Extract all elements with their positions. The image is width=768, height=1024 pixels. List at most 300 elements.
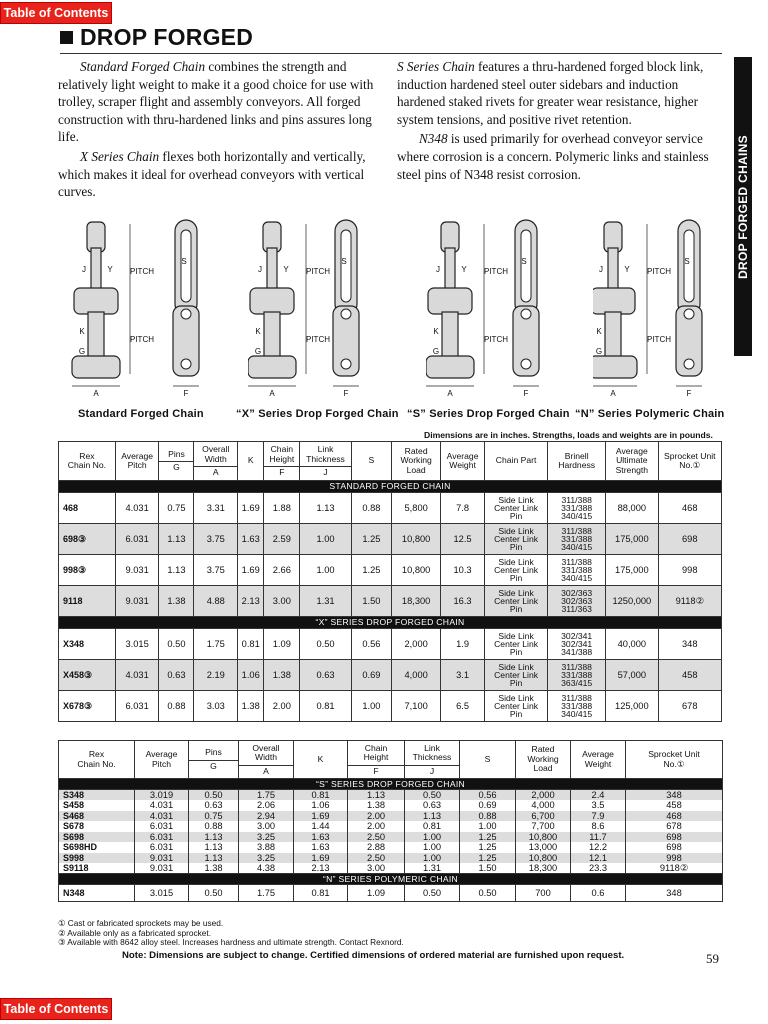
cell-pitch: 4.031 bbox=[115, 493, 159, 524]
section-header-row bbox=[59, 617, 722, 629]
cell-load: 10,800 bbox=[516, 832, 571, 843]
dimension-label: A bbox=[447, 389, 453, 398]
cell-s: 0.88 bbox=[351, 493, 391, 524]
cell-s: 1.00 bbox=[351, 691, 391, 722]
col-sub: G bbox=[189, 760, 239, 771]
cell-ultimate: 57,000 bbox=[606, 660, 658, 691]
cell-s: 0.69 bbox=[351, 660, 391, 691]
cell-pins: 0.50 bbox=[159, 629, 194, 660]
cell-sprocket: 698 bbox=[626, 832, 723, 843]
cell-k: 1.06 bbox=[238, 660, 264, 691]
table-row bbox=[59, 555, 722, 586]
col-average-weight: Average Weight bbox=[441, 442, 485, 481]
figure-x-series-chain bbox=[236, 214, 408, 426]
cell-chain-no: S468 bbox=[59, 811, 135, 822]
dimension-label: A bbox=[610, 389, 616, 398]
intro-lead: S Series Chain bbox=[397, 59, 475, 74]
table-of-contents-button[interactable]: Table of Contents bbox=[0, 998, 112, 1020]
col-rex-chain-no: Rex Chain No. bbox=[59, 741, 135, 779]
side-tab-label: DROP FORGED CHAINS bbox=[736, 134, 751, 279]
cell-pins: 0.75 bbox=[189, 811, 239, 822]
col-label: Pins bbox=[168, 448, 185, 459]
pin-shape bbox=[341, 309, 351, 319]
col-sub: F bbox=[348, 765, 405, 776]
dimension-label: Y bbox=[283, 265, 289, 274]
cell-width: 3.00 bbox=[239, 821, 294, 832]
col-sprocket-unit: Sprocket Unit No.① bbox=[658, 442, 721, 481]
dimension-label: PITCH bbox=[130, 267, 154, 276]
dimension-label: K bbox=[433, 327, 439, 336]
link-shape bbox=[248, 356, 296, 378]
col-label: Pins bbox=[205, 747, 222, 758]
section-side-tab bbox=[734, 57, 752, 356]
footnote: ① Cast or fabricated sprockets may be used. bbox=[58, 918, 224, 928]
cell-height: 3.00 bbox=[348, 863, 405, 874]
cell-pins: 0.75 bbox=[159, 493, 194, 524]
cell-weight: 12.2 bbox=[571, 842, 626, 853]
cell-chain-no: 698③ bbox=[59, 524, 116, 555]
cell-k: 0.81 bbox=[238, 629, 264, 660]
cell-pins: 1.38 bbox=[189, 863, 239, 874]
col-label: Chain Height bbox=[269, 444, 295, 464]
cell-k: 1.06 bbox=[294, 800, 348, 811]
cell-weight: 2.4 bbox=[571, 790, 626, 801]
intro-text: features a thru-hardened forged block link, induction hardened steel outer sidebars and induction hardened staked rivets for greater wear resistance, higher system tensions, and positive rivet retention. bbox=[397, 59, 704, 127]
dimension-label: PITCH bbox=[130, 335, 154, 344]
cell-s: 0.88 bbox=[460, 811, 516, 822]
cell-sprocket: 458 bbox=[658, 660, 721, 691]
col-overall-width bbox=[239, 741, 294, 779]
cell-pitch: 6.031 bbox=[115, 524, 159, 555]
col-average-pitch: Average Pitch bbox=[115, 442, 159, 481]
cell-height: 2.50 bbox=[348, 853, 405, 864]
pin-shape bbox=[684, 309, 694, 319]
chain-figures bbox=[58, 214, 728, 426]
section-header-row bbox=[59, 481, 722, 493]
table-row bbox=[59, 800, 723, 811]
cell-pitch: 6.031 bbox=[135, 842, 189, 853]
title-square-bullet bbox=[60, 31, 73, 44]
cell-link: 0.81 bbox=[405, 821, 460, 832]
table-row bbox=[59, 790, 723, 801]
cell-k: 1.63 bbox=[238, 524, 264, 555]
cell-link: 1.00 bbox=[405, 842, 460, 853]
cell-height: 1.09 bbox=[264, 629, 300, 660]
cell-height: 1.13 bbox=[348, 790, 405, 801]
dimension-label: G bbox=[595, 347, 603, 356]
col-chain-height bbox=[348, 741, 405, 779]
cell-pitch: 9.031 bbox=[135, 853, 189, 864]
intro-lead: X Series Chain bbox=[80, 148, 160, 164]
cell-k: 2.13 bbox=[294, 863, 348, 874]
cell-sprocket: 698 bbox=[658, 524, 721, 555]
cell-k: 1.69 bbox=[294, 811, 348, 822]
cell-height: 1.09 bbox=[348, 885, 405, 902]
cell-s: 0.56 bbox=[351, 629, 391, 660]
col-sub: A bbox=[194, 466, 238, 477]
cell-k: 0.81 bbox=[294, 790, 348, 801]
link-shape bbox=[74, 288, 118, 314]
cell-link: 1.31 bbox=[300, 586, 351, 617]
col-s: S bbox=[351, 442, 391, 481]
cell-sprocket: 348 bbox=[626, 790, 723, 801]
spec-table-standard-x bbox=[58, 441, 722, 722]
cell-brinell: 311/388 331/388 363/415 bbox=[548, 660, 606, 691]
cell-chain-no: S998 bbox=[59, 853, 135, 864]
cell-ultimate: 175,000 bbox=[606, 555, 658, 586]
table-row bbox=[59, 811, 723, 822]
cell-height: 2.00 bbox=[348, 811, 405, 822]
col-overall-width bbox=[194, 442, 238, 481]
link-shape bbox=[72, 356, 120, 378]
cell-s: 1.25 bbox=[460, 832, 516, 843]
cell-chain-no: X678③ bbox=[59, 691, 116, 722]
intro-paragraph bbox=[397, 130, 719, 183]
cell-link: 1.31 bbox=[405, 863, 460, 874]
cell-load: 4,000 bbox=[392, 660, 441, 691]
cell-sprocket: 9118② bbox=[658, 586, 721, 617]
cell-ultimate: 88,000 bbox=[606, 493, 658, 524]
link-shape bbox=[428, 288, 472, 314]
cell-width: 4.88 bbox=[194, 586, 238, 617]
table-row bbox=[59, 493, 722, 524]
col-rated-working-load: Rated Working Load bbox=[392, 442, 441, 481]
intro-paragraph bbox=[58, 58, 380, 146]
page-title-text: DROP FORGED bbox=[80, 24, 254, 50]
cell-load: 10,800 bbox=[392, 555, 441, 586]
pin-shape bbox=[521, 309, 531, 319]
table-body bbox=[59, 481, 722, 722]
col-label: Chain Height bbox=[363, 742, 389, 762]
title-divider bbox=[60, 53, 722, 54]
cell-width: 2.06 bbox=[239, 800, 294, 811]
cell-sprocket: 998 bbox=[626, 853, 723, 864]
cell-height: 3.00 bbox=[264, 586, 300, 617]
cell-brinell: 302/363 302/363 311/363 bbox=[548, 586, 606, 617]
table-row bbox=[59, 524, 722, 555]
cell-sprocket: 468 bbox=[626, 811, 723, 822]
link-shape bbox=[593, 356, 637, 378]
col-pins bbox=[159, 442, 194, 481]
col-sub: G bbox=[159, 461, 194, 472]
cell-k: 1.63 bbox=[294, 832, 348, 843]
table-row bbox=[59, 853, 723, 864]
cell-weight: 7.8 bbox=[441, 493, 485, 524]
table-row bbox=[59, 863, 723, 874]
cell-sprocket: 348 bbox=[626, 885, 723, 902]
col-chain-height bbox=[264, 442, 300, 481]
cell-chain-no: S9118 bbox=[59, 863, 135, 874]
cell-weight: 12.1 bbox=[571, 853, 626, 864]
cell-sprocket: 678 bbox=[626, 821, 723, 832]
intro-left-column bbox=[58, 58, 380, 203]
col-rex-chain-no: Rex Chain No. bbox=[59, 442, 116, 481]
dimension-label: G bbox=[78, 347, 86, 356]
dimension-label: G bbox=[432, 347, 440, 356]
intro-paragraph bbox=[58, 148, 380, 201]
col-average-pitch: Average Pitch bbox=[135, 741, 189, 779]
page-number: 59 bbox=[706, 951, 719, 966]
cell-chain-no: S698HD bbox=[59, 842, 135, 853]
pin-shape bbox=[181, 309, 191, 319]
dimension-label: J bbox=[258, 265, 262, 274]
intro-text: combines the strength and relatively light weight to make it a good choice for use with trolley, scraper flight and assembly conveyors. All forged construction with thru-hardened links and pins assures long life. bbox=[58, 59, 374, 145]
col-pins bbox=[189, 741, 239, 779]
table-header bbox=[59, 442, 722, 481]
table-of-contents-button[interactable]: Table of Contents bbox=[0, 2, 112, 24]
cell-ultimate: 175,000 bbox=[606, 524, 658, 555]
section-title: “N” SERIES POLYMERIC CHAIN bbox=[59, 874, 723, 885]
figure-caption: “X” Series Drop Forged Chain bbox=[236, 408, 399, 420]
dimension-label: K bbox=[596, 327, 602, 336]
intro-right-column bbox=[397, 58, 719, 185]
dimension-label: F bbox=[686, 389, 692, 398]
dimension-label: S bbox=[684, 257, 690, 266]
link-shape bbox=[250, 288, 294, 314]
cell-pins: 0.88 bbox=[189, 821, 239, 832]
table-row bbox=[59, 629, 722, 660]
cell-width: 3.25 bbox=[239, 853, 294, 864]
cell-k: 2.13 bbox=[238, 586, 264, 617]
table-body bbox=[59, 779, 723, 902]
cell-height: 1.38 bbox=[348, 800, 405, 811]
cell-width: 3.03 bbox=[194, 691, 238, 722]
cell-weight: 16.3 bbox=[441, 586, 485, 617]
cell-sprocket: 678 bbox=[658, 691, 721, 722]
cell-load: 4,000 bbox=[516, 800, 571, 811]
cell-link: 1.13 bbox=[300, 493, 351, 524]
cell-load: 7,700 bbox=[516, 821, 571, 832]
cell-load: 10,800 bbox=[392, 524, 441, 555]
table-row bbox=[59, 832, 723, 843]
cell-k: 1.38 bbox=[238, 691, 264, 722]
cell-width: 2.94 bbox=[239, 811, 294, 822]
cell-link: 1.00 bbox=[300, 555, 351, 586]
cell-s: 1.25 bbox=[460, 842, 516, 853]
dimension-label: S bbox=[521, 257, 527, 266]
cell-pins: 0.63 bbox=[189, 800, 239, 811]
link-shape bbox=[593, 288, 635, 314]
cell-k: 1.44 bbox=[294, 821, 348, 832]
col-sub: J bbox=[300, 466, 351, 477]
table-row bbox=[59, 660, 722, 691]
n-series-chain-diagram-icon bbox=[593, 214, 733, 404]
intro-text: flexes both horizontally and vertically, which makes it ideal for overhead conveyors with vertical curves. bbox=[58, 148, 366, 200]
cell-load: 13,000 bbox=[516, 842, 571, 853]
cell-chain-part: Side Link Center Link Pin bbox=[484, 660, 547, 691]
cell-height: 2.00 bbox=[348, 821, 405, 832]
cell-width: 1.75 bbox=[239, 885, 294, 902]
cell-s: 1.00 bbox=[460, 821, 516, 832]
dimension-label: F bbox=[523, 389, 529, 398]
cell-s: 1.25 bbox=[351, 524, 391, 555]
link-shape bbox=[684, 230, 694, 302]
cell-pins: 1.13 bbox=[189, 853, 239, 864]
table-row bbox=[59, 586, 722, 617]
cell-width: 4.38 bbox=[239, 863, 294, 874]
cell-link: 1.13 bbox=[405, 811, 460, 822]
cell-s: 0.56 bbox=[460, 790, 516, 801]
cell-sprocket: 698 bbox=[626, 842, 723, 853]
cell-width: 1.75 bbox=[194, 629, 238, 660]
cell-sprocket: 348 bbox=[658, 629, 721, 660]
dimension-label: PITCH bbox=[647, 335, 671, 344]
cell-ultimate: 1250,000 bbox=[606, 586, 658, 617]
cell-load: 2,000 bbox=[516, 790, 571, 801]
cell-height: 2.66 bbox=[264, 555, 300, 586]
spec-table-s-n bbox=[58, 740, 723, 902]
dimension-label: A bbox=[93, 389, 99, 398]
cell-pins: 1.13 bbox=[189, 842, 239, 853]
cell-s: 1.25 bbox=[460, 853, 516, 864]
col-chain-part: Chain Part bbox=[484, 442, 547, 481]
cell-sprocket: 998 bbox=[658, 555, 721, 586]
cell-pitch: 9.031 bbox=[135, 863, 189, 874]
cell-s: 0.69 bbox=[460, 800, 516, 811]
cell-pins: 0.50 bbox=[189, 885, 239, 902]
table-row bbox=[59, 885, 723, 902]
cell-load: 700 bbox=[516, 885, 571, 902]
cell-height: 2.50 bbox=[348, 832, 405, 843]
cell-weight: 11.7 bbox=[571, 832, 626, 843]
col-brinell-hardness: Brinell Hardness bbox=[548, 442, 606, 481]
cell-pitch: 6.031 bbox=[115, 691, 159, 722]
cell-chain-part: Side Link Center Link Pin bbox=[484, 493, 547, 524]
figure-caption: “S” Series Drop Forged Chain bbox=[407, 408, 570, 420]
dimension-label: Y bbox=[461, 265, 467, 274]
cell-weight: 3.1 bbox=[441, 660, 485, 691]
col-label: Overall Width bbox=[252, 742, 280, 762]
dimension-label: F bbox=[183, 389, 189, 398]
cell-chain-part: Side Link Center Link Pin bbox=[484, 524, 547, 555]
cell-weight: 23.3 bbox=[571, 863, 626, 874]
col-k: K bbox=[238, 442, 264, 481]
cell-link: 1.00 bbox=[300, 524, 351, 555]
cell-link: 0.50 bbox=[300, 629, 351, 660]
cell-weight: 10.3 bbox=[441, 555, 485, 586]
col-link-thickness bbox=[300, 442, 351, 481]
cell-brinell: 311/388 331/388 340/415 bbox=[548, 555, 606, 586]
dimension-label: PITCH bbox=[647, 267, 671, 276]
cell-pitch: 6.031 bbox=[135, 821, 189, 832]
cell-height: 2.59 bbox=[264, 524, 300, 555]
cell-sprocket: 9118② bbox=[626, 863, 723, 874]
col-sub: J bbox=[405, 765, 460, 776]
col-average-weight: Average Weight bbox=[571, 741, 626, 779]
figure-s-series-chain bbox=[407, 214, 586, 426]
cell-chain-no: X348 bbox=[59, 629, 116, 660]
col-s: S bbox=[460, 741, 516, 779]
cell-s: 1.50 bbox=[351, 586, 391, 617]
cell-pitch: 6.031 bbox=[135, 832, 189, 843]
cell-link: 0.50 bbox=[405, 885, 460, 902]
cell-pitch: 3.015 bbox=[135, 885, 189, 902]
cell-pins: 1.13 bbox=[189, 832, 239, 843]
cell-s: 1.50 bbox=[460, 863, 516, 874]
cell-weight: 1.9 bbox=[441, 629, 485, 660]
col-label: Link Thickness bbox=[306, 444, 345, 464]
cell-link: 0.63 bbox=[405, 800, 460, 811]
dimension-label: K bbox=[79, 327, 85, 336]
cell-load: 18,300 bbox=[392, 586, 441, 617]
intro-text: is used primarily for overhead conveyor service where corrosion is a concern. Polymeric links and stainless steel pins of N348 resist corrosion. bbox=[397, 131, 709, 182]
dimension-label: Y bbox=[107, 265, 113, 274]
cell-width: 3.75 bbox=[194, 524, 238, 555]
cell-pitch: 9.031 bbox=[115, 586, 159, 617]
cell-brinell: 302/341 302/341 341/388 bbox=[548, 629, 606, 660]
cell-chain-no: 9118 bbox=[59, 586, 116, 617]
pin-shape bbox=[684, 359, 694, 369]
cell-height: 2.88 bbox=[348, 842, 405, 853]
cell-width: 3.88 bbox=[239, 842, 294, 853]
col-k: K bbox=[294, 741, 348, 779]
figure-caption: “N” Series Polymeric Chain bbox=[575, 408, 725, 420]
pin-shape bbox=[181, 359, 191, 369]
cell-load: 2,000 bbox=[392, 629, 441, 660]
cell-pitch: 4.031 bbox=[135, 800, 189, 811]
cell-chain-part: Side Link Center Link Pin bbox=[484, 586, 547, 617]
cell-pins: 0.88 bbox=[159, 691, 194, 722]
cell-k: 1.63 bbox=[294, 842, 348, 853]
footnote: ③ Available with 8642 alloy steel. Increases hardness and ultimate strength. Contact Rexnord. bbox=[58, 937, 404, 948]
cell-sprocket: 458 bbox=[626, 800, 723, 811]
table-row bbox=[59, 842, 723, 853]
cell-brinell: 311/388 331/388 340/415 bbox=[548, 524, 606, 555]
cell-ultimate: 40,000 bbox=[606, 629, 658, 660]
cell-height: 1.88 bbox=[264, 493, 300, 524]
figure-caption: Standard Forged Chain bbox=[78, 408, 204, 420]
cell-brinell: 311/388 331/388 340/415 bbox=[548, 691, 606, 722]
cell-chain-part: Side Link Center Link Pin bbox=[484, 555, 547, 586]
cell-s: 1.25 bbox=[351, 555, 391, 586]
page-title bbox=[60, 24, 253, 51]
intro-lead: N348 bbox=[419, 131, 448, 147]
cell-link: 0.81 bbox=[300, 691, 351, 722]
cell-width: 2.19 bbox=[194, 660, 238, 691]
link-shape bbox=[521, 230, 531, 302]
cell-height: 2.00 bbox=[264, 691, 300, 722]
cell-pins: 0.50 bbox=[189, 790, 239, 801]
dimension-label: J bbox=[599, 265, 603, 274]
table-header bbox=[59, 741, 723, 779]
cell-ultimate: 125,000 bbox=[606, 691, 658, 722]
cell-pins: 1.13 bbox=[159, 524, 194, 555]
standard-chain-diagram-icon bbox=[66, 214, 226, 404]
link-shape bbox=[181, 230, 191, 302]
cell-pins: 1.13 bbox=[159, 555, 194, 586]
dimension-label: G bbox=[254, 347, 262, 356]
col-link-thickness bbox=[405, 741, 460, 779]
footnote: ② Available only as a fabricated sprocket. bbox=[58, 927, 212, 938]
cell-width: 3.25 bbox=[239, 832, 294, 843]
cell-k: 0.81 bbox=[294, 885, 348, 902]
cell-width: 1.75 bbox=[239, 790, 294, 801]
cell-pitch: 9.031 bbox=[115, 555, 159, 586]
cell-chain-no: S698 bbox=[59, 832, 135, 843]
intro-lead: Standard Forged Chain bbox=[80, 59, 206, 74]
change-notice: Note: Dimensions are subject to change. Certified dimensions of ordered material are furnished upon request. bbox=[122, 950, 625, 961]
pin-shape bbox=[341, 359, 351, 369]
dimension-label: J bbox=[82, 265, 86, 274]
cell-link: 0.50 bbox=[405, 790, 460, 801]
cell-chain-no: 998③ bbox=[59, 555, 116, 586]
section-header-row bbox=[59, 779, 723, 790]
dimension-label: S bbox=[181, 257, 187, 266]
cell-k: 1.69 bbox=[238, 555, 264, 586]
figure-standard-chain bbox=[66, 214, 226, 426]
col-label: Link Thickness bbox=[412, 742, 452, 762]
col-ultimate-strength: Average Ultimate Strength bbox=[606, 442, 658, 481]
